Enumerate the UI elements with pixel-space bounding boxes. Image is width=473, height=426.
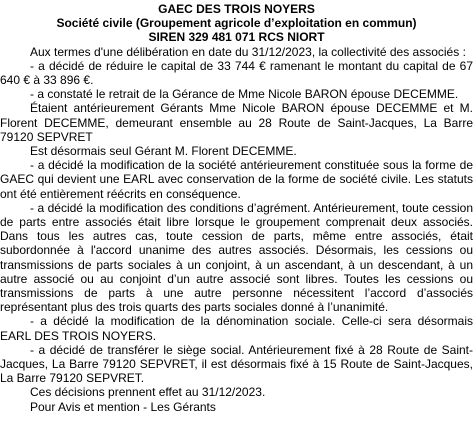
current-manager-paragraph: Est désormais seul Gérant M. Florent DECEMME. [30,144,297,159]
intro-paragraph: Aux termes d'une délibération en date du 31/12/2023, la collectivité des associés : [30,44,466,59]
siren-number: SIREN 329 481 071 RCS NIORT [148,30,325,45]
notice-title: GAEC DES TROIS NOYERS [158,2,315,16]
company-type: Société civile (Groupement agricole d’exploitation en commun) [56,16,417,31]
capital-reduction-paragraph: - a décidé de réduire le capital de 33 744 € ramenant le montant du capital de 67 640 € à 33 896 €. [0,58,473,88]
effective-date-paragraph: Ces décisions prennent effet au 31/12/2023. [30,385,266,400]
previous-managers-paragraph: Étaient antérieurement Gérants Mme Nicole BARON épouse DECEMME et M. Florent DECEMME, demeurant ensemble au 28 Route de Saint-Jacques, La Barre 79120 SEPVRET [0,101,473,144]
signature-paragraph: Pour Avis et mention - Les Gérants [30,399,216,414]
manager-withdrawal-paragraph: - a constaté le retrait de la Gérance de Mme Nicole BARON épouse DECEMME. [30,87,459,102]
head-office-paragraph: - a décidé de transférer le siège social. Antérieurement fixé à 28 Route de Saint-Jacques, La Barre 79120 SEPVRET, il est désormais fixé à 15 Route de Saint-Jacques, La Barre 79120 SEPVRET. [0,342,473,386]
approval-conditions-paragraph: - a décidé la modification des conditions d’agrément. Antérieurement, toute cession de parts entre associés était libre lorsque le groupement comprenait deux associés. Dans tous les autres cas, toute cession de parts, même entre associés, était subordonnée à l'accord unanime des autres associés. Désormais, les cessions ou transmissions de parts sociales à un conjoint, à un ascendant, à un descendant, à un autre associé ou au conjoint d’un autre associé sont libres. Toutes les cessions ou transmissions de parts à une autre personne nécessitent l’accord d’associés représentant plus des trois quarts des parts sociales donné à l’unanimité. [0,200,473,315]
company-name-paragraph: - a décidé la modification de la dénomination sociale. Celle-ci sera désormais EARL DES TROIS NOYERS. [0,314,473,343]
company-form-paragraph: - a décidé la modification de la société antérieurement constituée sous la forme de GAEC qui devient une EARL avec conservation de la forme de société civile. Les statuts ont été entièrement réécrits en conséquence. [0,158,473,201]
